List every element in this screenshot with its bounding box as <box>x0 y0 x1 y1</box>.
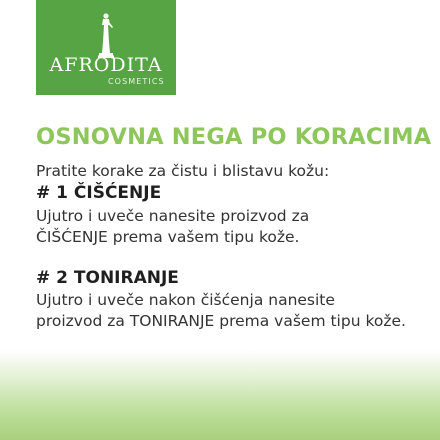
logo-subtitle: COSMETICS <box>108 77 165 86</box>
step-1-line-2: ČIŠĆENJE prema vašem tipu kože. <box>36 228 300 246</box>
statue-icon <box>93 12 119 58</box>
brand-logo <box>36 0 176 95</box>
step-2-line-2: proizvod za TONIRANJE prema vašem tipu kože. <box>36 312 406 330</box>
step-1-line-1: Ujutro i uveče nanesite proizvod za <box>36 207 310 225</box>
decorative-gradient-band <box>0 350 440 440</box>
page-title: OSNOVNA NEGA PO KORACIMA <box>36 124 432 150</box>
logo-name: AFRODITA <box>49 54 163 76</box>
step-1-title: # 1 ČIŠĆENJE <box>36 183 162 203</box>
step-2-title: # 2 TONIRANJE <box>36 268 179 288</box>
intro-text: Pratite korake za čistu i blistavu kožu: <box>36 162 330 180</box>
step-2-line-1: Ujutro i uveče nakon čišćenja nanesite <box>36 291 335 309</box>
